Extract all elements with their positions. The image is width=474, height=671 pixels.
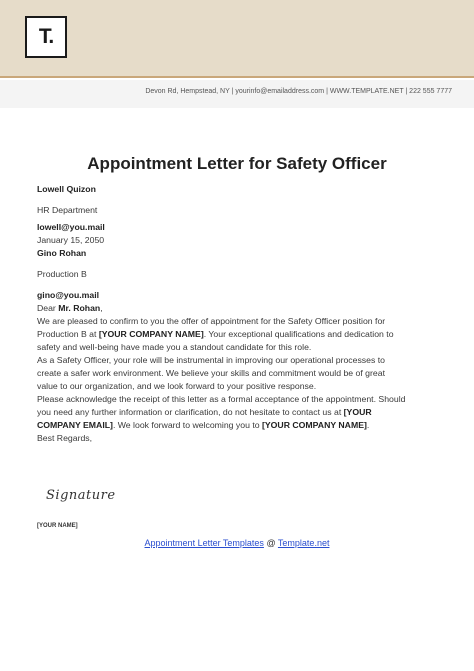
- letter-date: January 15, 2050: [37, 235, 105, 245]
- template-net-link[interactable]: Template.net: [277, 538, 330, 548]
- p3-text-d: .: [366, 420, 370, 430]
- paragraph-3-line-3: [37, 419, 442, 432]
- letter-body: [37, 183, 442, 445]
- paragraph-2-line-3: value to our organization, and we look forward to your positive response.: [37, 381, 317, 391]
- contact-info: Devon Rd, Hempstead, NY | yourinfo@emailaddress.com | WWW.TEMPLATE.NET | 222 555 7777: [145, 88, 452, 95]
- sender-department: HR Department: [37, 205, 98, 215]
- signature: Signature: [46, 488, 116, 503]
- p1-text-c: . Your exceptional qualifications and dedication to: [203, 329, 394, 339]
- paragraph-2-line-1: As a Safety Officer, your role will be instrumental in improving our operational processes to: [37, 355, 385, 365]
- paragraph-3: [37, 393, 442, 432]
- p1-text-a: Production B at: [37, 329, 99, 339]
- company-email-placeholder-end: COMPANY EMAIL]: [37, 420, 113, 430]
- salutation-name: Mr. Rohan: [58, 303, 101, 313]
- p3-text-b: . We look forward to welcoming you to: [112, 420, 262, 430]
- signature-name: [YOUR NAME]: [37, 523, 78, 529]
- recipient-email: gino@you.mail: [37, 290, 100, 300]
- footer-separator: @: [263, 538, 278, 548]
- footer-links: [0, 538, 474, 548]
- paragraph-1-line-2: [37, 328, 442, 341]
- company-name-placeholder-2: [YOUR COMPANY NAME]: [261, 420, 367, 430]
- p3-text-a: you need any further information or clarification, do not hesitate to contact us at: [37, 407, 344, 417]
- salutation-prefix: Dear: [37, 303, 59, 313]
- letterhead-header: [0, 0, 474, 78]
- salutation: [37, 302, 442, 315]
- paragraph-3-line-2: [37, 406, 442, 419]
- paragraph-3-line-1: Please acknowledge the receipt of this letter as a formal acceptance of the appointment. Should: [37, 394, 406, 404]
- paragraph-2-line-2: create a safer work environment. We believe your skills and commitment would be of great: [37, 368, 385, 378]
- sender-email: lowell@you.mail: [37, 222, 105, 232]
- template-logo: T.: [25, 16, 67, 58]
- recipient-name: Gino Rohan: [37, 248, 87, 258]
- company-name-placeholder: [YOUR COMPANY NAME]: [98, 329, 204, 339]
- sender-name: Lowell Quizon: [37, 184, 96, 194]
- appointment-letter-templates-link[interactable]: Appointment Letter Templates: [144, 538, 264, 548]
- paragraph-2: [37, 354, 442, 393]
- paragraph-1-line-3: safety and well-being have made you a standout candidate for this role.: [37, 342, 312, 352]
- recipient-department: Production B: [37, 269, 87, 279]
- closing: Best Regards,: [37, 433, 93, 443]
- letter-title: Appointment Letter for Safety Officer: [87, 154, 387, 173]
- salutation-suffix: ,: [100, 303, 103, 313]
- paragraph-1-line-1: We are pleased to confirm to you the offer of appointment for the Safety Officer position for: [37, 316, 386, 326]
- company-email-placeholder-start: [YOUR: [343, 407, 372, 417]
- paragraph-1: [37, 315, 442, 354]
